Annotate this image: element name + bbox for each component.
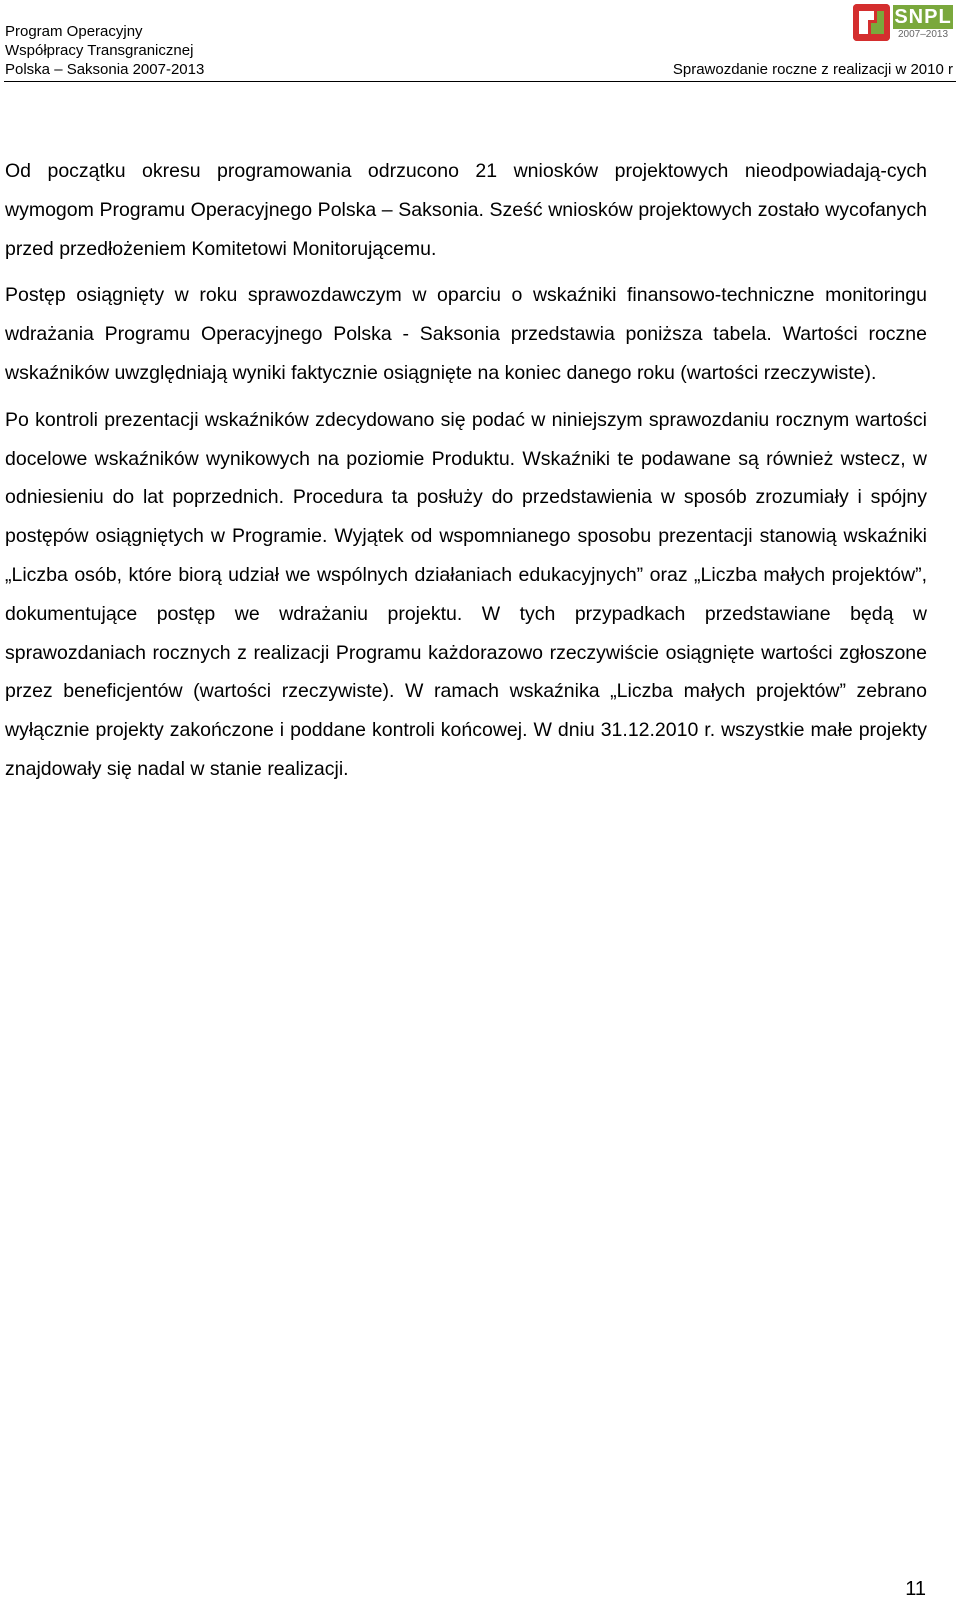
paragraph: Po kontroli prezentacji wskaźników zdecydowano się podać w niniejszym sprawozdaniu rocznym wartości docelowe wskaźników wynikowych na poziomie Produktu. Wskaźniki te podawane są również wstecz, w odniesieniu do lat poprzednich. Procedura ta posłuży do przedstawienia w sposób zrozumiały i spójny postępów osiągniętych w Programie. Wyjątek od wspomnianego sposobu prezentacji stanowią wskaźniki „Liczba osób, które biorą udział we wspólnych działaniach edukacyjnych” oraz „Liczba małych projektów”, dokumentujące postęp we wdrażaniu projektu. W tych przypadkach przedstawiane będą w sprawozdaniach rocznych z realizacji Programu każdorazowo rzeczywiście osiągnięte wartości zgłoszone przez beneficjentów (wartości rzeczywiste). W ramach wskaźnika „Liczba małych projektów” zebrano wyłącznie projekty zakończone i poddane kontroli końcowej. W dniu 31.12.2010 r. wszystkie małe projekty znajdowały się nadal w stanie realizacji. xyxy=(5,408,927,780)
snpl-logo xyxy=(853,4,953,41)
logo-years: 2007–2013 xyxy=(897,29,949,40)
page-number: 11 xyxy=(905,1578,926,1600)
logo-text xyxy=(893,5,953,40)
page-header xyxy=(0,0,960,84)
report-title: Sprawozdanie roczne z realizacji w 2010 r xyxy=(672,61,953,78)
paragraph: Postęp osiągnięty w roku sprawozdawczym w oparciu o wskaźniki finansowo-techniczne monitoringu wdrażania Programu Operacyjnego Polska - Saksonia przedstawia poniższa tabela. Wartości roczne wskaźników uwzględniają wyniki faktycznie osiągnięte na koniec danego roku (wartości rzeczywiste). xyxy=(5,284,927,384)
logo-mark-icon xyxy=(853,4,890,41)
program-title-line-1: Program Operacyjny xyxy=(5,23,143,40)
header-divider xyxy=(4,81,956,82)
paragraph: Od początku okresu programowania odrzucono 21 wniosków projektowych nieodpowiadają-cych wymogom Programu Operacyjnego Polska – Saksonia. Sześć wniosków projektowych zostało wycofanych przed przedłożeniem Komitetowi Monitorującemu. xyxy=(5,160,927,260)
program-title-line-3: Polska – Saksonia 2007-2013 xyxy=(5,61,205,78)
program-title xyxy=(5,22,204,79)
program-title-line-2: Współpracy Transgranicznej xyxy=(5,42,194,59)
document-body xyxy=(5,152,927,797)
logo-name: SNPL xyxy=(894,6,952,28)
